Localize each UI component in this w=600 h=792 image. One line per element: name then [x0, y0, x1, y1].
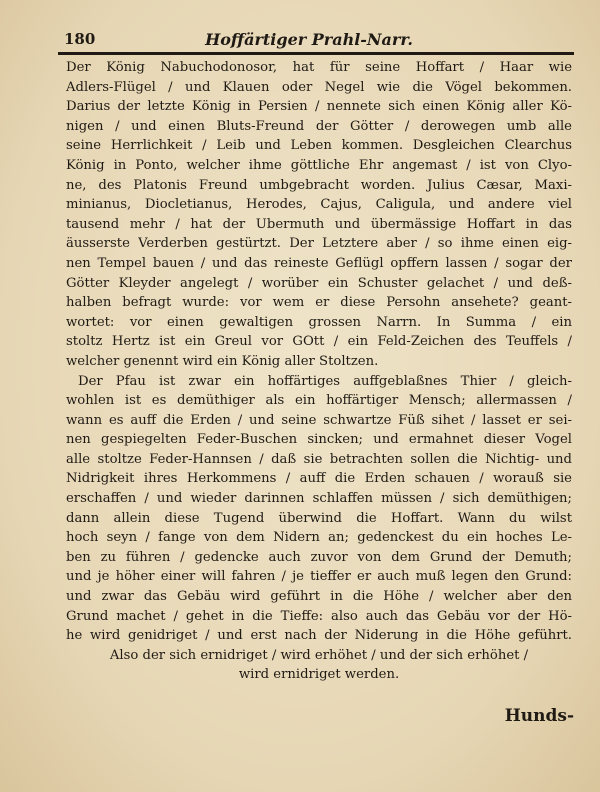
text-line: he wird genidriget / und erst nach der Niderung in die Höhe geführt. — [66, 628, 572, 644]
text-line: und je höher einer will fahren / je tieffer er auch muß legen den Grund: — [66, 569, 572, 585]
text-line: Der König Nabuchodonosor, hat für seine Hoffart / Haar wie — [66, 60, 572, 75]
text-line: dann allein diese Tugend überwind die Hoffart. Wann du wilst — [66, 510, 572, 526]
text-line: hoch seyn / fange von dem Nidern an; gedenckest du ein hoches Le- — [66, 530, 572, 546]
catchword: Hunds- — [504, 706, 574, 726]
text-line: und zwar das Gebäu wird geführt in die Höhe / welcher aber den — [66, 589, 572, 605]
text-line: nen gespiegelten Feder-Buschen sincken; und ermahnet dieser Vogel — [66, 432, 572, 448]
text-line: König in Ponto, welcher ihme göttliche Ehr angemast / ist von Clyo- — [66, 157, 572, 173]
header-rule — [58, 52, 574, 55]
text-line: ben zu führen / gedencke auch zuvor von dem Grund der Demuth; — [66, 549, 572, 565]
text-line: wohlen ist es demüthiger als ein hoffärtiger Mensch; allermassen / — [66, 393, 572, 409]
running-head: Hoffärtiger Prahl-Narr. — [205, 30, 413, 49]
text-line: tausend mehr / hat der Ubermuth und übermässige Hoffart in das — [66, 216, 572, 232]
text-line: wortet: vor einen gewaltigen grossen Narrn. In Summa / ein — [66, 314, 572, 330]
text-line: wird ernidriget werden. — [238, 667, 400, 683]
text-line: Nidrigkeit ihres Herkommens / auff die Erden schauen / worauß sie — [66, 471, 572, 487]
text-line: Also der sich ernidriget / wird erhöhet / und der sich erhöhet / — [109, 647, 529, 663]
text-line: stoltz Hertz ist ein Greul vor GOtt / ein Feld-Zeichen des Teuffels / — [66, 334, 572, 350]
text-line: nigen / und einen Bluts-Freund der Götter / derowegen umb alle — [66, 118, 572, 134]
text-line: minianus, Diocletianus, Herodes, Cajus, Caligula, und andere viel — [66, 197, 572, 213]
text-line: erschaffen / und wieder darinnen schlaffen müssen / sich demüthigen; — [66, 491, 572, 507]
text-line: wann es auff die Erden / und seine schwartze Füß sihet / lasset er sei- — [66, 412, 572, 428]
text-line: Darius der letzte König in Persien / nennete sich einen König aller Kö- — [66, 99, 572, 115]
text-line: alle stoltze Feder-Hannsen / daß sie betrachten sollen die Nichtig- und — [66, 451, 572, 467]
text-line: Adlers-Flügel / und Klauen oder Negel wie die Vögel bekommen. — [66, 79, 572, 95]
text-line: äusserste Verderben gestürtzt. Der Letztere aber / so ihme einen eig- — [66, 236, 572, 252]
text-line: welcher genennt wird ein König aller Stoltzen. — [66, 353, 379, 369]
page-header — [64, 28, 572, 52]
page-number: 180 — [64, 30, 96, 48]
text-line: halben befragt wurde: vor wem er diese Persohn ansehete? geant- — [66, 295, 572, 311]
text-line: Götter Kleyder angelegt / worüber ein Schuster gelachet / und deß- — [66, 275, 572, 291]
text-line: nen Tempel bauen / und das reineste Geflügl opffern lassen / sogar der — [66, 255, 572, 271]
text-line: seine Herrlichkeit / Leib und Leben kommen. Desgleichen Clearchus — [66, 138, 572, 154]
text-line: Der Pfau ist zwar ein hoffärtiges auffgeblaßnes Thier / gleich- — [78, 373, 572, 389]
text-line: Grund machet / gehet in die Tieffe: also auch das Gebäu vor der Hö- — [66, 608, 572, 624]
text-line: ne, des Platonis Freund umbgebracht worden. Julius Cæsar, Maxi- — [66, 177, 572, 193]
body-text — [66, 58, 572, 685]
